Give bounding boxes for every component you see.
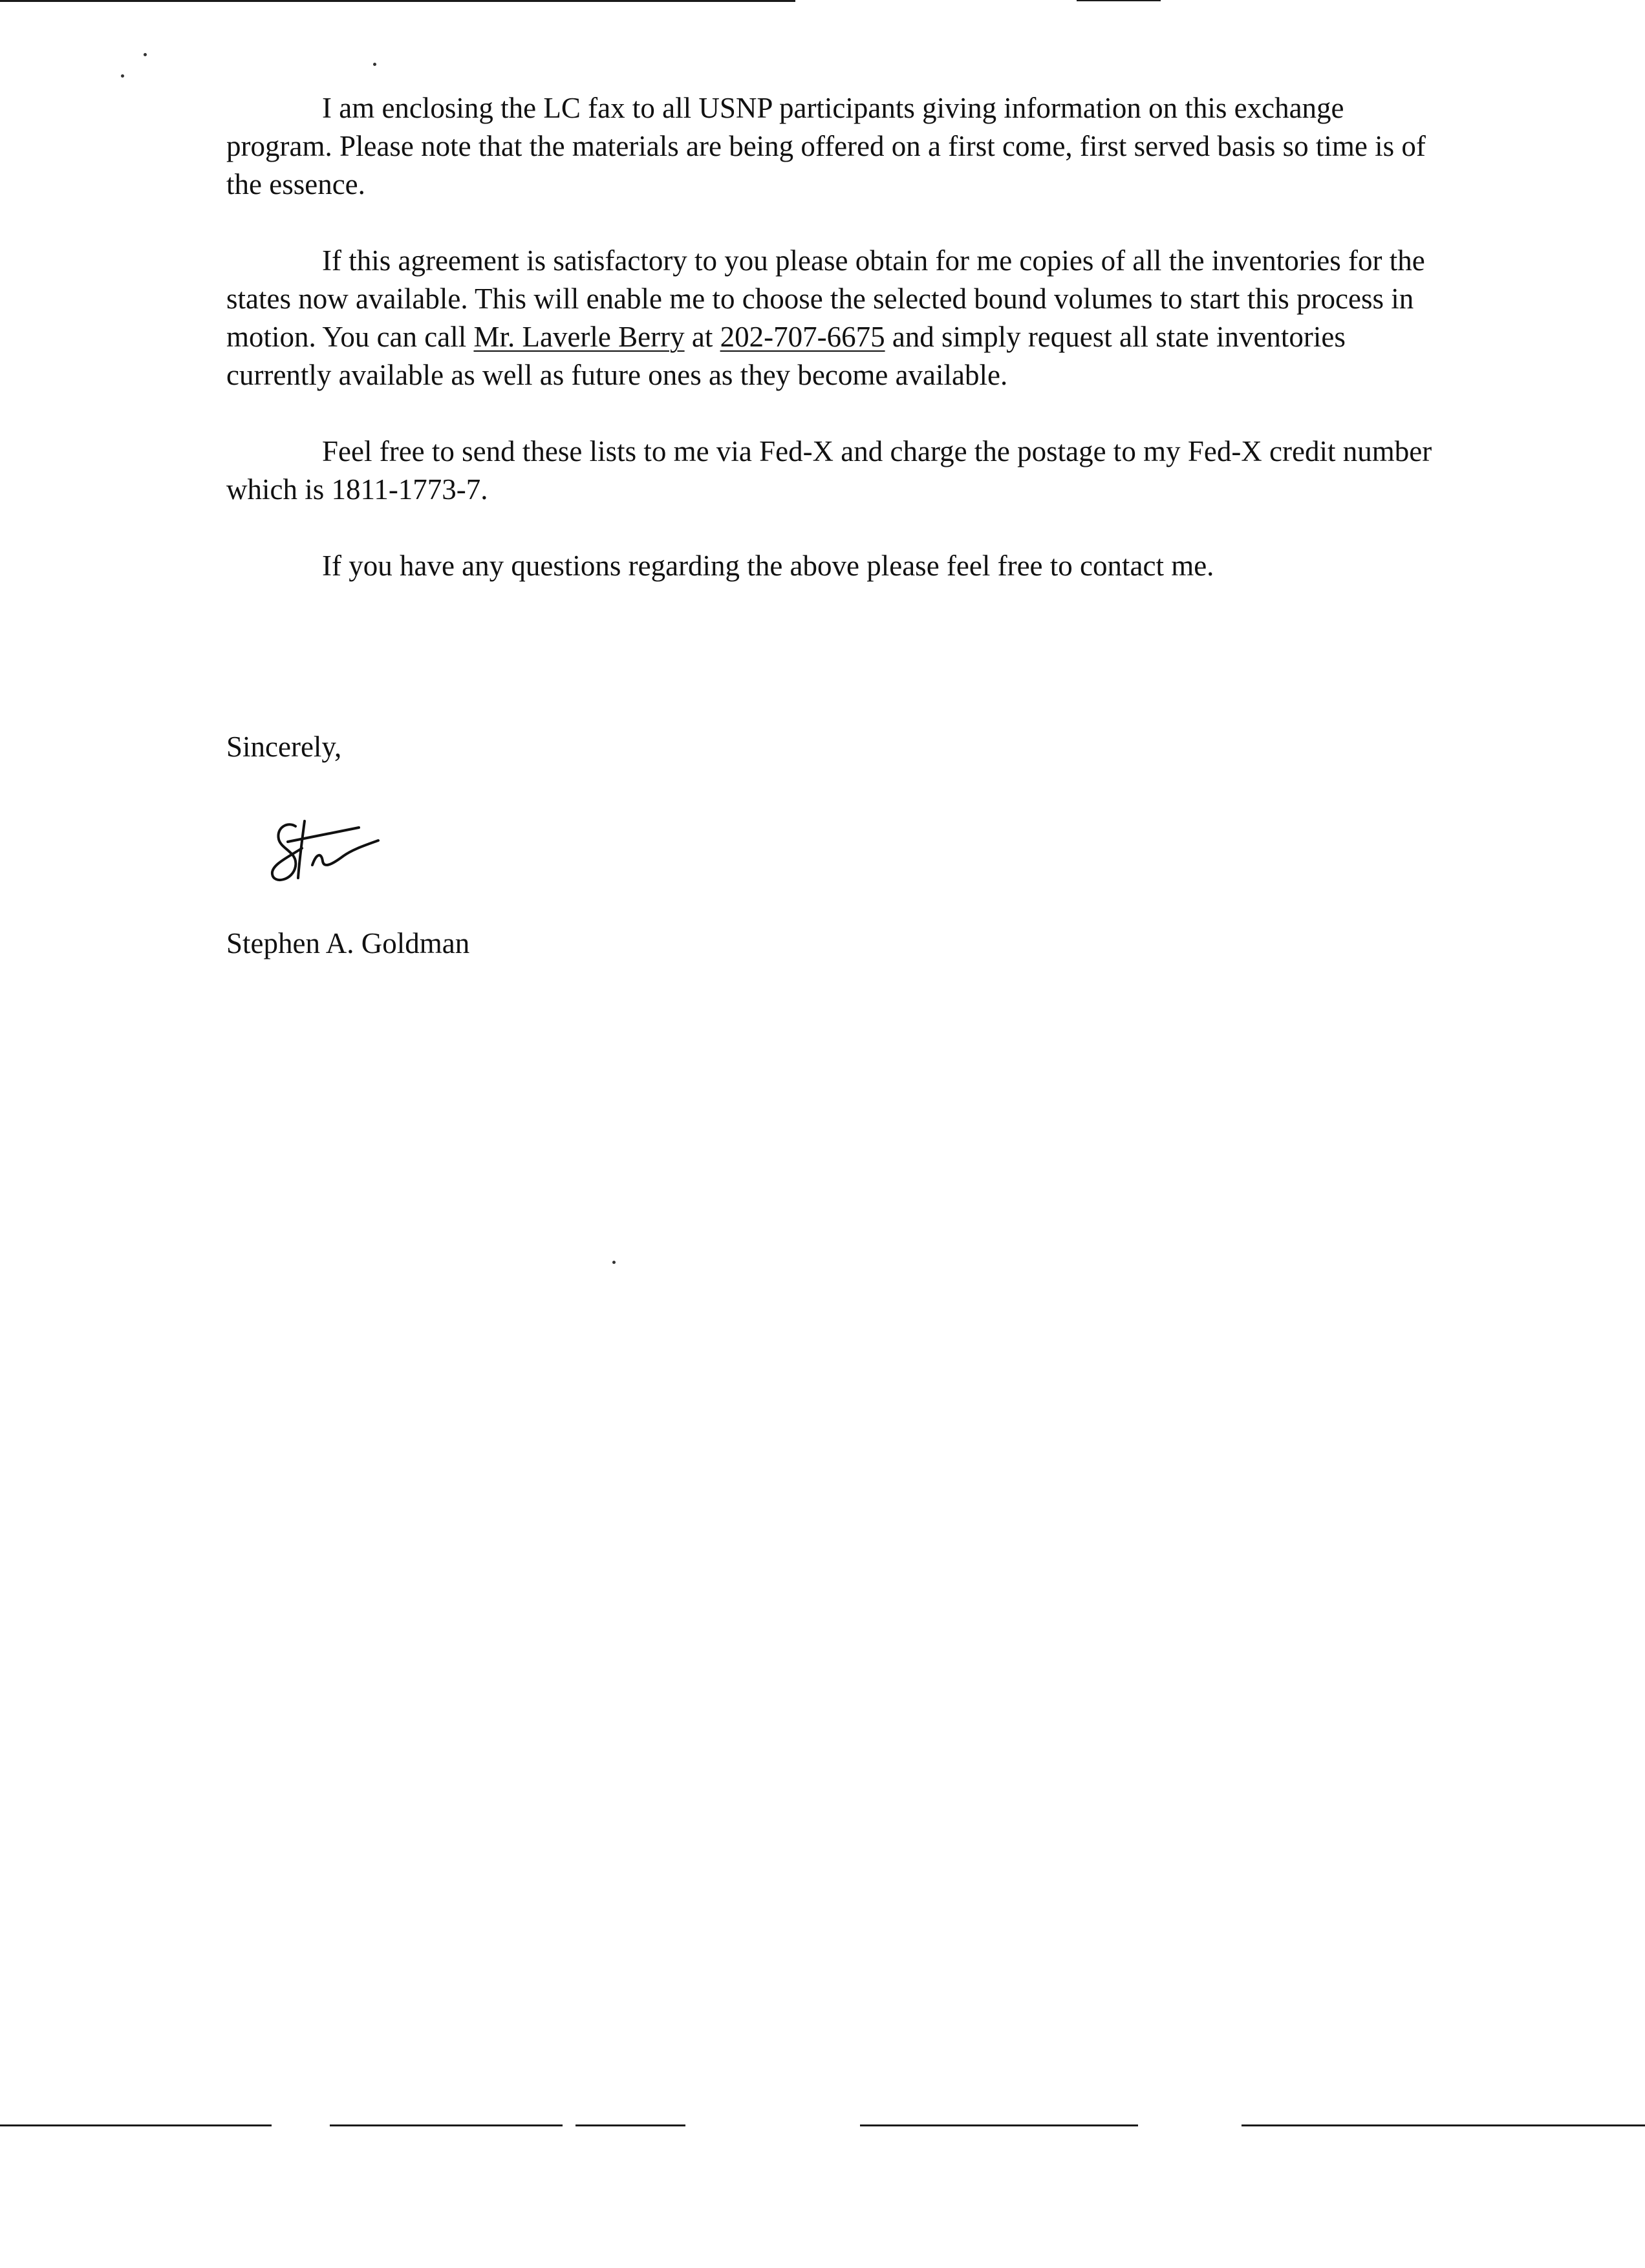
scan-speck (121, 74, 124, 78)
paragraph-inventories (226, 242, 1455, 394)
contact-phone: 202-707-6675 (720, 321, 885, 353)
signer-name: Stephen A. Goldman (226, 927, 470, 959)
bottom-edge-rule (575, 2124, 685, 2126)
paragraph-fedex: Feel free to send these lists to me via Fed-X and charge the postage to my Fed-X credit number which is 1811-1773-7. (226, 435, 1432, 506)
bottom-edge-rule (860, 2124, 1138, 2126)
scan-speck (144, 53, 147, 56)
letter-body (226, 89, 1455, 623)
paragraph-inventories-tail: and simply request all state inventories currently available as well as future ones as they become available. (226, 321, 1346, 391)
top-edge-rule (0, 0, 795, 2)
scan-speck (373, 63, 376, 66)
bottom-edge-rule (330, 2124, 563, 2126)
handwritten-signature (262, 802, 391, 905)
bottom-edge-rule (1242, 2124, 1645, 2126)
paragraph-inventories-connector: at (684, 321, 720, 353)
contact-name: Mr. Laverle Berry (473, 321, 685, 353)
top-edge-rule-right (1077, 0, 1161, 1)
paragraph-questions: If you have any questions regarding the above please feel free to contact me. (322, 550, 1214, 582)
bottom-edge-rule (0, 2124, 272, 2126)
paragraph-inventories-text: If this agreement is satisfactory to you please obtain for me copies of all the inventories for the states now available. This will enable me to choose the selected bound volumes to start this process in motion. You can call (226, 244, 1425, 353)
paragraph-enclosure: I am enclosing the LC fax to all USNP participants giving information on this exchange program. Please note that the materials are being offered on a first come, first served basis so time is of the essence. (226, 92, 1426, 200)
scan-speck (612, 1261, 616, 1264)
closing: Sincerely, (226, 731, 342, 763)
